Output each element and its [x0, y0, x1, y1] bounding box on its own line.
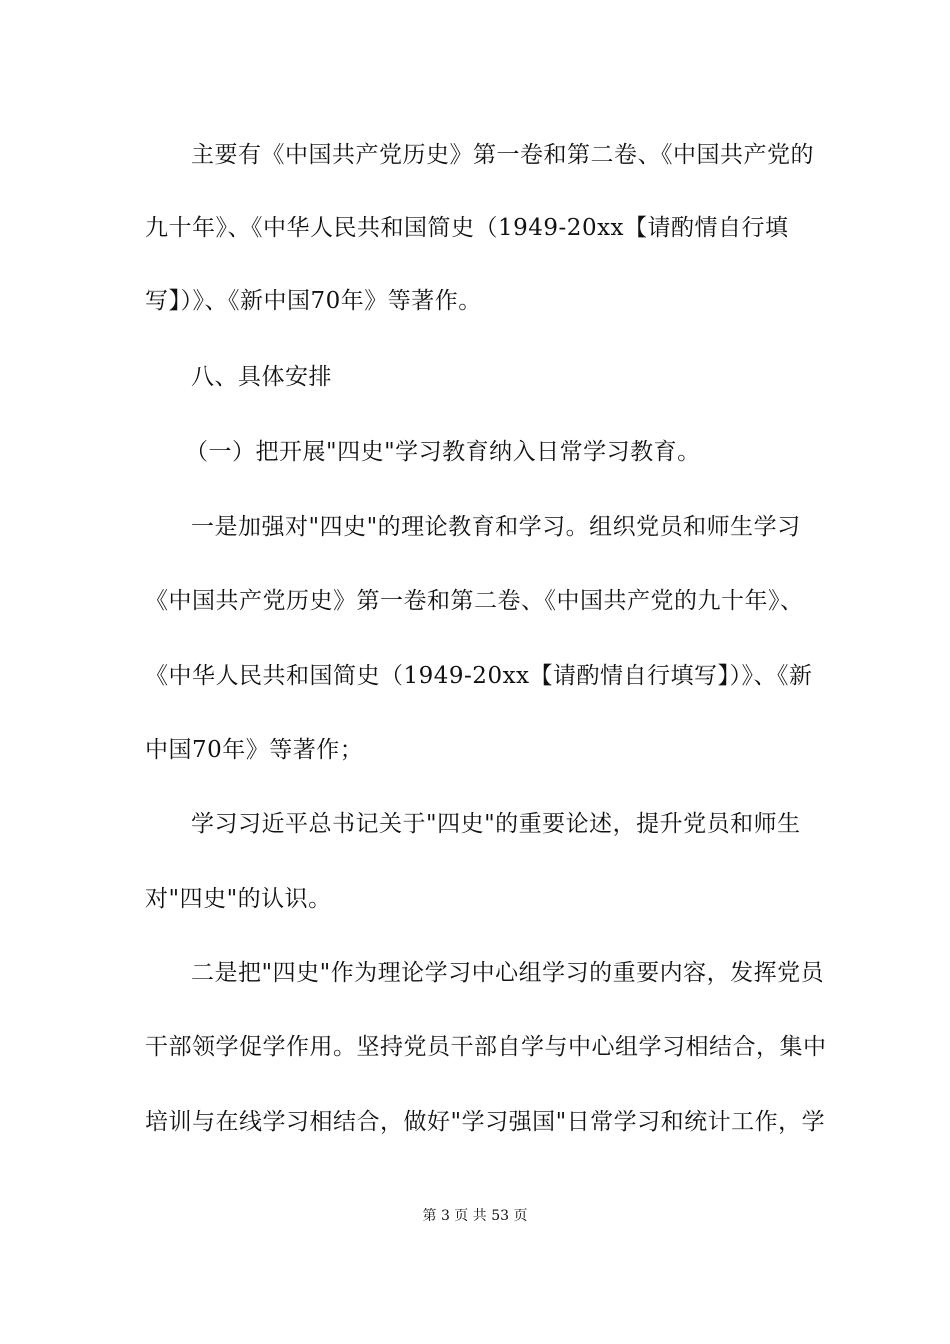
text-line: 学习习近平总书记关于"四史"的重要论述，提升党员和师生 — [191, 811, 801, 837]
text-line: 中国70年》等著作； — [145, 737, 364, 763]
text-line: 培训与在线学习相结合，做好"学习强国"日常学习和统计工作，学 — [145, 1109, 826, 1135]
text-line: 九十年》、《中华人民共和国简史（1949-20xx【请酌情自行填 — [145, 215, 789, 241]
page-number: 第 3 页 共 53 页 — [422, 1208, 528, 1224]
text-line: 二是把"四史"作为理论学习中心组学习的重要内容，发挥党员 — [191, 960, 825, 986]
text-line: 对"四史"的认识。 — [145, 886, 332, 912]
text-line: 《中华人民共和国简史（1949-20xx【请酌情自行填写】）》、《新 — [145, 663, 813, 689]
text-line: 主要有《中国共产党历史》第一卷和第二卷、《中国共产党的 — [191, 142, 814, 168]
text-line: 写】）》、《新中国70年》等著作。 — [145, 288, 482, 314]
text-line: 《中国共产党历史》第一卷和第二卷、《中国共产党的九十年》、 — [145, 588, 804, 614]
section-heading: 八、具体安排 — [191, 364, 332, 390]
subsection-heading: （一）把开展"四史"学习教育纳入日常学习教育。 — [185, 439, 701, 465]
text-line: 干部领学促学作用。坚持党员干部自学与中心组学习相结合，集中 — [145, 1034, 827, 1060]
text-line: 一是加强对"四史"的理论教育和学习。组织党员和师生学习 — [191, 514, 801, 540]
